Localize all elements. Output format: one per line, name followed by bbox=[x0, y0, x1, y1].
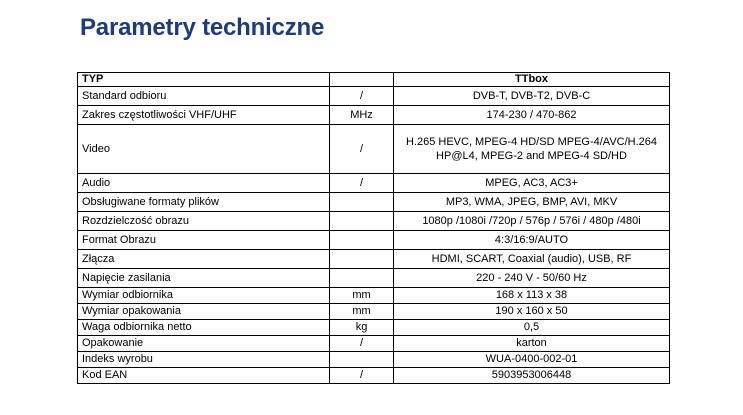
row-value: WUA-0400-002-01 bbox=[394, 352, 670, 368]
row-value: 0,5 bbox=[394, 320, 670, 336]
row-value: DVB-T, DVB-T2, DVB-C bbox=[394, 87, 670, 106]
row-name: Opakowanie bbox=[78, 336, 330, 352]
row-name: Obsługiwane formaty plików bbox=[78, 193, 330, 212]
table-row bbox=[78, 352, 670, 368]
row-value: 220 - 240 V - 50/60 Hz bbox=[394, 269, 670, 288]
row-value: 4:3/16:9/AUTO bbox=[394, 231, 670, 250]
row-unit: / bbox=[330, 125, 394, 174]
header-ttbox: TTbox bbox=[394, 73, 670, 87]
table-row bbox=[78, 368, 670, 384]
table-row bbox=[78, 288, 670, 304]
row-unit: / bbox=[330, 87, 394, 106]
row-value: 1080p /1080i /720p / 576p / 576i / 480p /480i bbox=[394, 212, 670, 231]
row-unit bbox=[330, 193, 394, 212]
row-value: HDMI, SCART, Coaxial (audio), USB, RF bbox=[394, 250, 670, 269]
row-value: 190 x 160 x 50 bbox=[394, 304, 670, 320]
table-row bbox=[78, 125, 670, 174]
table-row bbox=[78, 193, 670, 212]
row-name: Złącza bbox=[78, 250, 330, 269]
table-row bbox=[78, 304, 670, 320]
table-row bbox=[78, 106, 670, 125]
table-row bbox=[78, 336, 670, 352]
row-value: karton bbox=[394, 336, 670, 352]
table-row bbox=[78, 87, 670, 106]
row-unit bbox=[330, 250, 394, 269]
row-name: Rozdzielczość obrazu bbox=[78, 212, 330, 231]
row-value: MPEG, AC3, AC3+ bbox=[394, 174, 670, 193]
table-row bbox=[78, 174, 670, 193]
row-name: Video bbox=[78, 125, 330, 174]
row-value: 5903953006448 bbox=[394, 368, 670, 384]
row-value: 174-230 / 470-862 bbox=[394, 106, 670, 125]
row-unit: / bbox=[330, 336, 394, 352]
row-name: Kod EAN bbox=[78, 368, 330, 384]
row-unit: mm bbox=[330, 288, 394, 304]
row-value: 168 x 113 x 38 bbox=[394, 288, 670, 304]
row-unit: / bbox=[330, 174, 394, 193]
header-unit bbox=[330, 73, 394, 87]
table-row bbox=[78, 250, 670, 269]
header-typ: TYP bbox=[78, 73, 330, 87]
row-unit: MHz bbox=[330, 106, 394, 125]
table-row bbox=[78, 269, 670, 288]
row-name: Wymiar opakowania bbox=[78, 304, 330, 320]
row-unit bbox=[330, 231, 394, 250]
row-unit bbox=[330, 269, 394, 288]
row-name: Format Obrazu bbox=[78, 231, 330, 250]
table-row bbox=[78, 212, 670, 231]
row-unit: kg bbox=[330, 320, 394, 336]
row-name: Wymiar odbiornika bbox=[78, 288, 330, 304]
row-unit bbox=[330, 352, 394, 368]
spec-table bbox=[77, 72, 670, 384]
table-row bbox=[78, 231, 670, 250]
table-row bbox=[78, 320, 670, 336]
row-value: H.265 HEVC, MPEG-4 HD/SD MPEG-4/AVC/H.264 HP@L4, MPEG-2 and MPEG-4 SD/HD bbox=[394, 125, 670, 174]
row-name: Napięcie zasilania bbox=[78, 269, 330, 288]
row-name: Audio bbox=[78, 174, 330, 193]
row-unit: mm bbox=[330, 304, 394, 320]
row-unit bbox=[330, 212, 394, 231]
table-header-row bbox=[78, 73, 670, 87]
row-value: MP3, WMA, JPEG, BMP, AVI, MKV bbox=[394, 193, 670, 212]
row-name: Standard odbioru bbox=[78, 87, 330, 106]
row-unit: / bbox=[330, 368, 394, 384]
page-title: Parametry techniczne bbox=[80, 14, 325, 41]
row-name: Zakres częstotliwości VHF/UHF bbox=[78, 106, 330, 125]
row-name: Indeks wyrobu bbox=[78, 352, 330, 368]
row-name: Waga odbiornika netto bbox=[78, 320, 330, 336]
